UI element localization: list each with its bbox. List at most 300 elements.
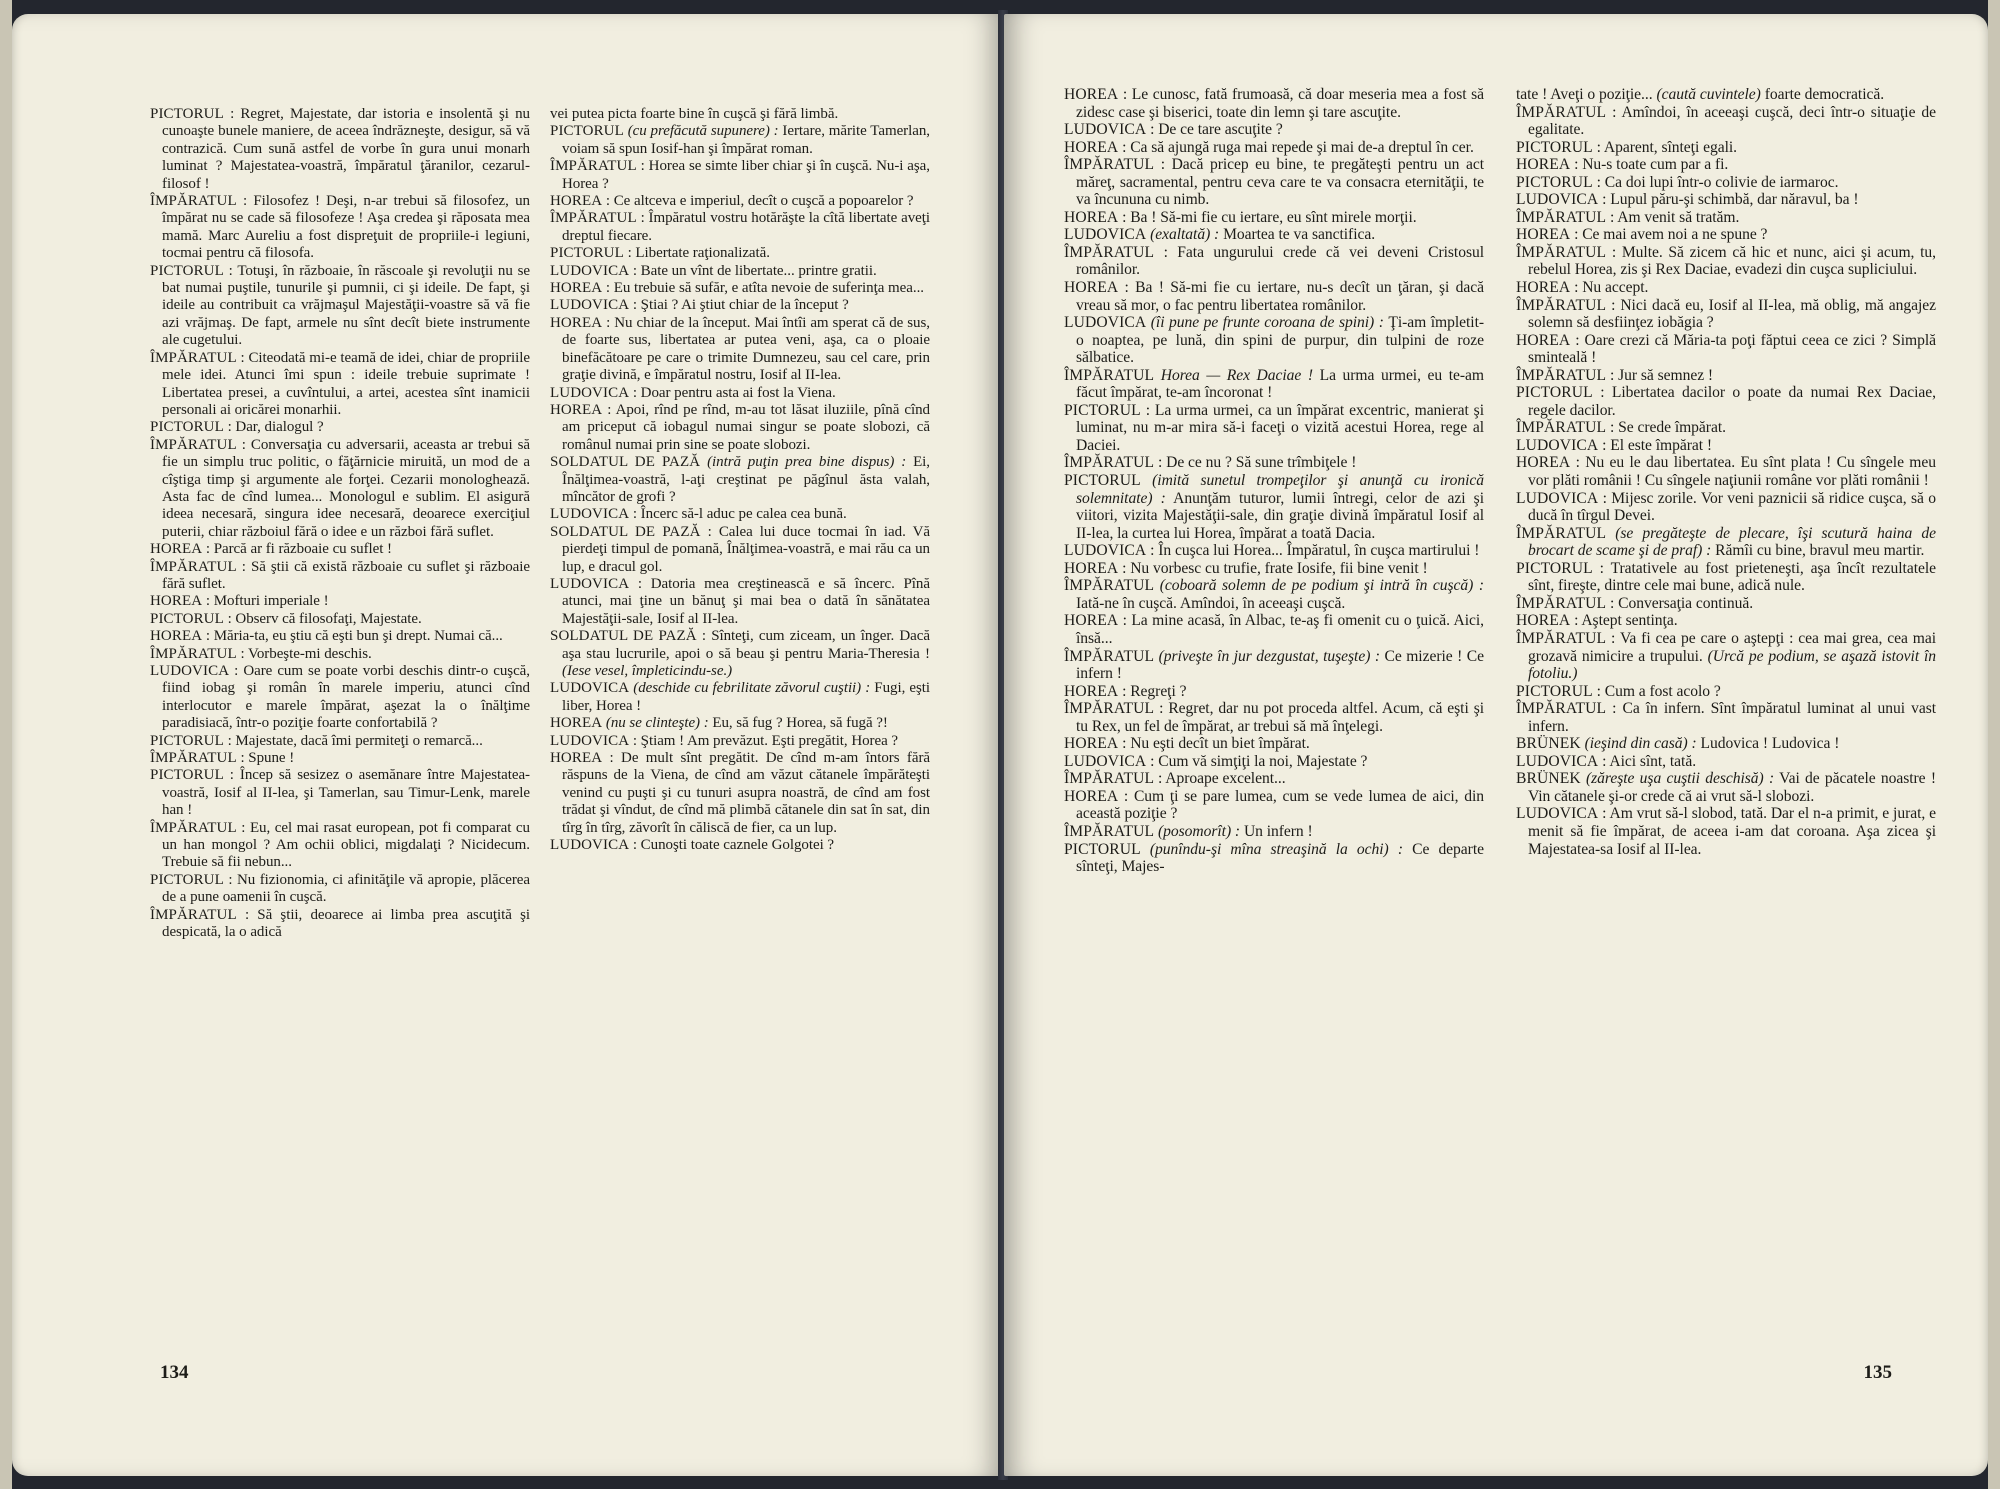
dialogue-line: LUDOVICA : Am vrut să-l slobod, tată. Dar el n-a primit, e jurat, e menit să fie împărat, de aceea i-am dat coroana. Aşa zicea şi Majestatea-sa Iosif al II-lea. (1516, 805, 1936, 858)
stage-direction: (Urcă pe podium, se aşază istovit în fotoliu.) (1528, 647, 1936, 683)
speaker-name: ÎMPĂRATUL (1064, 577, 1155, 595)
dialogue-text: Ce departe sînteţi, Majes- (1076, 840, 1484, 876)
dialogue-text: Spune ! (248, 750, 295, 767)
stage-direction: (îi pune pe frunte coroana de spini) : (1150, 314, 1384, 332)
dialogue-text: Se crede împărat. (1618, 419, 1726, 437)
dialogue-line: HOREA : Nu-s toate cum par a fi. (1516, 156, 1729, 174)
dialogue-line: HOREA : Cum ţi se pare lumea, cum se vede lumea de aici, din această poziţie ? (1064, 787, 1484, 823)
speaker-name: LUDOVICA (550, 297, 630, 314)
dialogue-text: Eu, să fug ? Horea, să fugă ?! (712, 715, 888, 732)
stage-direction: (posomorît) : (1158, 822, 1241, 840)
speaker-name: HOREA (1064, 86, 1119, 103)
dialogue-text: foarte democratică. (1764, 86, 1885, 103)
dialogue-line: PICTORUL : Cum a fost acolo ? (1516, 682, 1721, 700)
dialogue-line (1516, 525, 1936, 560)
dialogue-text: Bate un vînt de libertate... printre gratii. (640, 262, 877, 279)
dialogue-text: Să ştii, deoarece ai limba prea ascuţită şi despicată, la o adică (162, 906, 530, 941)
speaker-name: LUDOVICA (1064, 226, 1147, 244)
dialogue-line: HOREA : Regreţi ? (1064, 682, 1187, 700)
right-column-2 (1516, 86, 1936, 1336)
speaker-name: LUDOVICA (1064, 542, 1147, 560)
dialogue-line: LUDOVICA : Încerc să-l aduc pe calea cea bună. (550, 506, 847, 523)
dialogue-line: LUDOVICA : De ce tare ascuţite ? (1064, 121, 1283, 139)
dialogue-text: Am vrut să-l slobod, tată. Dar el n-a primit, e jurat, e menit să fie împărat, de aceea i-am dat coroana. Aşa zicea şi Majestatea-sa Iosif al II-lea. (1528, 805, 1936, 858)
dialogue-text: Libertatea dacilor o poate da numai Rex Daciae, regele dacilor. (1528, 384, 1936, 419)
speaker-name: PICTORUL (1064, 840, 1141, 858)
dialogue-line: PICTORUL : Libertate raţionalizată. (550, 245, 770, 262)
stage-direction: (se pregăteşte de plecare, îşi scutură haina de brocart de scame şi de praf) : (1528, 524, 1936, 560)
dialogue-line: LUDOVICA : Doar pentru asta ai fost la Viena. (550, 384, 836, 401)
dialogue-line: ÎMPĂRATUL : Aproape excelent... (1064, 770, 1286, 788)
stage-direction: (coboară solemn de pe podium şi intră în cuşcă) : (1159, 577, 1484, 595)
dialogue-line: HOREA : De mult sînt pregătit. De cînd m-am întors fără răspuns de la Viena, de cînd am văzut cătanele împărăteşti venind cu puşti şi cu tunuri asupra noastră, de cînd am fost trădat şi vîndut, de cînd mă plimbă cătanele din sat în sat, din tîrg în tîrg, zăvorît în căliscă de fier, ca un lup. (550, 750, 930, 836)
dialogue-line: LUDOVICA : Lupul păru-şi schimbă, dar năravul, ba ! (1516, 191, 1859, 209)
dialogue-line: HOREA : Oare crezi că Măria-ta poţi făptui ceea ce zici ? Simplă sminteală ! (1516, 331, 1936, 367)
dialogue-text: Eu, cel mai rasat european, pot fi comparat cu un han mongol ? Am ochii oblici, migdalaţi ? Nicidecum. Trebuie să fii nebun... (162, 819, 530, 871)
dialogue-line (550, 106, 930, 123)
dialogue-text: Dacă pricep eu bine, te pregăteşti pentru un act măreţ, sacramental, pentru ceva care te va consacra eternităţii, te va încununa cu nimb. (1076, 156, 1484, 209)
dialogue-line: LUDOVICA : Aici sînt, tată. (1516, 752, 1697, 770)
dialogue-text: Filosofez ! Deşi, n-ar trebui să filosofez, un împărat nu se cade să filosofeze ! Aşa credea şi răposata mea mamă. Marc Aureliu a fost dispreţuit de propriile-i legiuni, tocmai pentru că filosofa. (162, 193, 530, 262)
speaker-name: HOREA (1064, 279, 1119, 297)
dialogue-text: Nu eu le dau libertatea. Eu sînt plata ! Cu sîngele meu vor plăti românii ! Cu sîngele naţiunii române vor plăti românii ! (1528, 454, 1936, 490)
dialogue-text: Ba ! Să-mi fie cu iertare, eu sînt mirele morţii. (1130, 208, 1417, 226)
dialogue-text: De ce nu ? Să sune trîmbiţele ! (1166, 454, 1357, 472)
dialogue-line: LUDOVICA : Oare cum se poate vorbi deschis dintr-o cuşcă, fiind iobag şi român în marele imperiu, atunci cînd interlocutor e marele împărat, aşezat la o înălţime paradisiacă, într-o poziţie foarte confortabilă ? (150, 663, 530, 732)
speaker-name: ÎMPĂRATUL (150, 436, 237, 453)
speaker-name: HOREA (150, 628, 203, 645)
dialogue-text: Ca în infern. Sînt împăratul luminat al unui vast infern. (1528, 700, 1936, 735)
speaker-name: ÎMPĂRATUL (1064, 454, 1155, 472)
stage-direction: (deschide cu febrilitate zăvorul cuştii) : (633, 680, 871, 697)
dialogue-line: ÎMPĂRATUL : Se crede împărat. (1516, 419, 1726, 437)
speaker-name: ÎMPĂRATUL (1516, 629, 1607, 647)
dialogue-line: ÎMPĂRATUL : Va fi cea pe care o aştepţi : cea mai grea, cea mai grozavă nimicire a trupului. (Urcă pe podium, se aşază istovit în fotoliu.) (1516, 629, 1936, 683)
speaker-name: ÎMPĂRATUL (1516, 700, 1607, 718)
dialogue-line: HOREA : Nu eu le dau libertatea. Eu sînt plata ! Cu sîngele meu vor plăti românii ! Cu sîngele naţiunii române vor plăti românii ! (1516, 454, 1936, 490)
stage-direction: Horea — Rex Daciae ! (1160, 366, 1314, 384)
speaker-name: ÎMPĂRATUL (150, 645, 237, 662)
dialogue-line: PICTORUL : Totuşi, în războaie, în răscoale şi revoluţii nu se bat numai puştile, tunurile şi pumnii, ci şi ideile. De fapt, şi ideile au contribuit ca vrăjmaşul Majestăţii-voastre să vă fie azi vrăjmaş. De fapt, armele nu sînt decît biete instrumente ale cugetului. (150, 262, 530, 349)
speaker-name: HOREA (550, 193, 603, 210)
dialogue-line: HOREA : Măria-ta, eu ştiu că eşti bun şi drept. Numai că... (150, 628, 503, 645)
dialogue-text: Oare crezi că Măria-ta poţi făptui ceea ce zici ? Simplă sminteală ! (1528, 331, 1936, 367)
dialogue-text: Tratativele au fost prieteneşti, aşa încît rezultatele sînt, fireşte, dintre cele mai bune, adică nule. (1528, 559, 1936, 595)
speaker-name: LUDOVICA (1516, 489, 1599, 507)
speaker-name: SOLDATUL DE PAZĂ (550, 628, 697, 645)
dialogue-line: SOLDATUL DE PAZĂ : Sînteţi, cum ziceam, un înger. Dacă aşa stau lucrurile, apoi o să beau şi pentru Maria-Theresia ! (Iese vesel, împleticindu-se.) (550, 628, 930, 679)
speaker-name: PICTORUL (150, 767, 224, 784)
speaker-name: PICTORUL (1064, 401, 1141, 419)
dialogue-text: Doar pentru asta ai fost la Viena. (640, 384, 836, 401)
dialogue-line: LUDOVICA : Mijesc zorile. Vor veni paznicii să ridice cuşca, să o ducă în tîrgul Devei. (1516, 489, 1936, 525)
speaker-name: SOLDATUL DE PAZĂ (550, 454, 701, 471)
dialogue-line (1064, 577, 1484, 612)
dialogue-line: HOREA : Ba ! Să-mi fie cu iertare, nu-s decît un ţăran, şi dacă vreau să mor, o fac pentru libertatea românilor. (1064, 279, 1484, 314)
dialogue-line (1064, 472, 1484, 542)
dialogue-line (1516, 770, 1936, 805)
dialogue-line: LUDOVICA : Cunoşti toate caznele Golgotei ? (550, 837, 835, 854)
dialogue-line (1064, 841, 1484, 876)
speaker-name: ÎMPĂRATUL (150, 906, 237, 923)
speaker-name: PICTORUL (1516, 173, 1593, 191)
dialogue-text: Am venit să tratăm. (1617, 208, 1740, 226)
speaker-name: HOREA (550, 314, 603, 331)
dialogue-text: Cum ţi se pare lumea, cum se vede lumea de aici, din această poziţie ? (1076, 787, 1484, 823)
dialogue-line: ÎMPĂRATUL : Să ştii, deoarece ai limba prea ascuţită şi despicată, la o adică (150, 906, 530, 941)
dialogue-line (550, 715, 930, 732)
dialogue-text: Aştept sentinţa. (1581, 612, 1678, 630)
dialogue-text: De ce tare ascuţite ? (1158, 121, 1283, 139)
dialogue-text: Calea lui duce tocmai în iad. Vă pierdeţi timpul de pomană, Înălţimea-voastră, e mai rău ca un lup, e dracul gol. (562, 523, 930, 575)
speaker-name: HOREA (1516, 226, 1571, 244)
dialogue-text: Amîndoi, în aceeaşi cuşcă, deci într-o situaţie de egalitate. (1528, 103, 1936, 139)
speaker-name: PICTORUL (150, 871, 224, 888)
speaker-name: ÎMPĂRATUL (1516, 296, 1607, 314)
dialogue-text: Rămîi cu bine, bravul meu martir. (1715, 542, 1925, 560)
dialogue-line: PICTORUL : Nu fizionomia, ci afinităţile vă apropie, plăcerea de a pune oamenii în cuşcă. (150, 871, 530, 906)
dialogue-text: Încep să sesizez o asemănare între Majestatea-voastră, Iosif al II-lea, şi Tamerlan, sau Timur-Lenk, marele han ! (162, 767, 530, 819)
dialogue-line: LUDOVICA : Ştiai ? Ai ştiut chiar de la început ? (550, 297, 849, 314)
dialogue-text: Lupul păru-şi schimbă, dar năravul, ba ! (1610, 191, 1859, 209)
dialogue-text: Aproape excelent... (1165, 770, 1286, 788)
speaker-name: LUDOVICA (550, 506, 630, 523)
dialogue-line: ÎMPĂRATUL : Dacă pricep eu bine, te pregăteşti pentru un act măreţ, sacramental, pentru ceva care te va consacra eternităţii, te va încununa cu nimb. (1064, 156, 1484, 209)
dialogue-text: Ludovica ! Ludovica ! (1700, 735, 1840, 753)
dialogue-text: Observ că filosofaţi, Majestate. (235, 610, 422, 627)
speaker-name: HOREA (1516, 279, 1571, 297)
dialogue-text: Împăratul vostru hotărăşte la cîtă libertate aveţi dreptul fiecare. (562, 210, 930, 244)
speaker-name: ÎMPĂRATUL (1064, 366, 1155, 384)
dialogue-line: ÎMPĂRATUL : Multe. Să zicem că hic et nunc, aici şi acum, tu, rebelul Horea, zis şi Rex Daciae, evadezi din cuşca supliciului. (1516, 243, 1936, 279)
dialogue-line: HOREA : Ce altceva e imperiul, decît o cuşcă a popoarelor ? (550, 193, 914, 210)
dialogue-text: Vorbeşte-mi deschis. (248, 645, 372, 662)
dialogue-text: Ce altceva e imperiul, decît o cuşcă a popoarelor ? (613, 193, 914, 210)
dialogue-text: Regret, dar nu pot proceda altfel. Acum, că eşti şi tu Rex, un fel de împărat, ar trebui să mă înţelegi. (1076, 700, 1484, 735)
dialogue-line: ÎMPĂRATUL : Amîndoi, în aceeaşi cuşcă, deci într-o situaţie de egalitate. (1516, 103, 1936, 139)
dialogue-text: Conversaţia continuă. (1618, 594, 1754, 612)
dialogue-line: ÎMPĂRATUL : Regret, dar nu pot proceda altfel. Acum, că eşti şi tu Rex, un fel de împărat, ar trebui să mă înţelegi. (1064, 700, 1484, 735)
dialogue-line: ÎMPĂRATUL : Împăratul vostru hotărăşte la cîtă libertate aveţi dreptul fiecare. (550, 210, 930, 244)
dialogue-text: Încerc să-l aduc pe calea cea bună. (640, 506, 847, 523)
dialogue-text: Să ştii că există războaie cu suflet şi războaie fără suflet. (162, 558, 530, 592)
dialogue-line: PICTORUL : Observ că filosofaţi, Majestate. (150, 610, 422, 627)
dialogue-line: HOREA : La mine acasă, în Albac, te-aş fi omenit cu o ţuică. Aici, însă... (1064, 612, 1484, 647)
dialogue-line: HOREA : Nu eşti decît un biet împărat. (1064, 735, 1310, 753)
speaker-name: PICTORUL (1064, 472, 1141, 490)
dialogue-line: PICTORUL : Majestate, dacă îmi permiteţi o remarcă... (150, 732, 483, 749)
dialogue-line: LUDOVICA : Ştiam ! Am prevăzut. Eşti pregătit, Horea ? (550, 732, 899, 749)
dialogue-text: Horea se simte liber chiar şi în cuşcă. Nu-i aşa, Horea ? (562, 158, 930, 192)
speaker-name: LUDOVICA (1516, 752, 1599, 770)
left-column-1 (150, 106, 530, 1336)
dialogue-line (1064, 823, 1484, 841)
dialogue-line: HOREA : Eu trebuie să sufăr, e atîta nevoie de suferinţa mea... (550, 280, 924, 297)
dialogue-line (550, 123, 930, 158)
stage-direction: (ieşind din casă) : (1584, 735, 1697, 753)
dialogue-line: PICTORUL : Ca doi lupi într-o colivie de iarmaroc. (1516, 173, 1839, 191)
dialogue-line: ÎMPĂRATUL : Vorbeşte-mi deschis. (150, 645, 372, 662)
dialogue-text: Nu accept. (1582, 279, 1649, 297)
speaker-name: HOREA (150, 541, 203, 558)
stage-direction: (punîndu-şi mîna streaşină la ochi) : (1149, 840, 1403, 858)
dialogue-text: Dar, dialogul ? (235, 419, 324, 436)
speaker-name: LUDOVICA (1516, 805, 1599, 823)
stage-direction: (imită sunetul trompeţilor şi anunţă cu ironică solemnitate) : (1076, 472, 1484, 507)
speaker-name: LUDOVICA (550, 575, 630, 592)
dialogue-line: ÎMPĂRATUL : Spune ! (150, 750, 295, 767)
dialogue-text: Măria-ta, eu ştiu că eşti bun şi drept. Numai că... (213, 628, 503, 645)
dialogue-line: HOREA : Mofturi imperiale ! (150, 593, 329, 610)
speaker-name: HOREA (150, 593, 203, 610)
dialogue-text: Jur să semnez ! (1618, 366, 1714, 384)
right-column-1 (1064, 86, 1484, 1336)
dialogue-text: Ca să ajungă ruga mai repede şi mai de-a dreptul în cer. (1130, 138, 1474, 156)
speaker-name: HOREA (1064, 612, 1119, 630)
speaker-name: ÎMPĂRATUL (1516, 594, 1607, 612)
dialogue-text: Ca doi lupi într-o colivie de iarmaroc. (1604, 173, 1839, 191)
speaker-name: LUDOVICA (550, 384, 630, 401)
speaker-name: ÎMPĂRATUL (1064, 770, 1155, 788)
dialogue-text: Fata ungurului crede că vei deveni Cristosul românilor. (1076, 243, 1484, 279)
dialogue-line: LUDOVICA : Bate un vînt de libertate... printre gratii. (550, 262, 877, 279)
dialogue-line: LUDOVICA : Cum vă simţiţi la noi, Majestate ? (1064, 752, 1368, 770)
dialogue-line: ÎMPĂRATUL : Jur să semnez ! (1516, 366, 1714, 384)
dialogue-text: În cuşca lui Horea... Împăratul, în cuşca martirului ! (1158, 542, 1480, 560)
dialogue-line: HOREA : Apoi, rînd pe rînd, m-au tot lăsat iluziile, pînă cînd am priceput că iobagul numai singur se poate slobozi, că românul numai prin sine se poate slobozi. (550, 401, 930, 453)
speaker-name: ÎMPĂRATUL (550, 210, 637, 227)
dialogue-text: Ei, Înălţimea-voastră, l-aţi creştinat pe păgînul ăsta valah, mîncător de grofi ? (562, 454, 930, 505)
speaker-name: PICTORUL (150, 262, 224, 279)
speaker-name: ÎMPĂRATUL (1064, 243, 1155, 261)
speaker-name: PICTORUL (150, 419, 224, 436)
speaker-name: PICTORUL (1516, 384, 1593, 402)
speaker-name: ÎMPĂRATUL (1516, 208, 1607, 226)
speaker-name: ÎMPĂRATUL (550, 158, 637, 175)
speaker-name: LUDOVICA (550, 262, 630, 279)
dialogue-line: HOREA : Nu vorbesc cu trufie, frate Iosife, fii bine venit ! (1064, 559, 1428, 577)
speaker-name: HOREA (550, 280, 603, 297)
dialogue-line: HOREA : Ca să ajungă ruga mai repede şi mai de-a dreptul în cer. (1064, 138, 1474, 156)
dialogue-line: ÎMPĂRATUL : Să ştii că există războaie cu suflet şi războaie fără suflet. (150, 558, 530, 592)
dialogue-text: Anunţăm tuturor, lumii întregi, celor de azi şi viitori, vizita Majestăţii-sale, din graţie divină împăratul Iosif al II-lea, la curtea lui Horea, împărat a toată Dacia. (1076, 489, 1484, 542)
dialogue-text: La urma urmei, ca un împărat excentric, manierat şi luminat, nu m-ar mira să-i faceţi o vizită acestui Horea, rege al Daciei. (1076, 401, 1484, 454)
dialogue-text: Fugi, eşti liber, Horea ! (562, 680, 930, 714)
dialogue-text: Aici sînt, tată. (1609, 752, 1697, 770)
speaker-name: PICTORUL (1516, 559, 1593, 577)
dialogue-text: Ce mai avem noi a ne spune ? (1582, 226, 1768, 244)
dialogue-line (550, 454, 930, 506)
speaker-name: BRÜNEK (1516, 770, 1581, 788)
dialogue-text: El este împărat ! (1610, 436, 1712, 454)
dialogue-text: Mofturi imperiale ! (213, 593, 329, 610)
right-page-columns (1064, 86, 1936, 1336)
speaker-name: ÎMPĂRATUL (150, 558, 237, 575)
dialogue-text: tate ! Aveţi o poziţie... (1516, 86, 1653, 103)
dialogue-text: Multe. Să zicem că hic et nunc, aici şi acum, tu, rebelul Horea, zis şi Rex Daciae, evadezi din cuşca supliciului. (1528, 243, 1936, 279)
dialogue-line: HOREA : Aştept sentinţa. (1516, 612, 1678, 630)
speaker-name: HOREA (1064, 735, 1119, 753)
dialogue-text: Ştiam ! Am prevăzut. Eşti pregătit, Horea ? (640, 732, 899, 749)
page-number-right: 135 (1863, 1362, 1892, 1383)
speaker-name: PICTORUL (550, 245, 624, 262)
dialogue-line: PICTORUL : Libertatea dacilor o poate da numai Rex Daciae, regele dacilor. (1516, 384, 1936, 419)
stage-direction: (Iese vesel, împleticindu-se.) (562, 663, 733, 679)
dialogue-text: Ce mizerie ! Ce infern ! (1076, 647, 1484, 683)
dialogue-line: PICTORUL : Aparent, sînteţi egali. (1516, 138, 1737, 156)
speaker-name: ÎMPĂRATUL (1516, 419, 1607, 437)
dialogue-text: Apoi, rînd pe rînd, m-au tot lăsat iluziile, pînă cînd am priceput că iobagul numai singur se poate slobozi, că românul numai prin sine se poate slobozi. (562, 401, 930, 453)
speaker-name: PICTORUL (1516, 682, 1593, 700)
speaker-name: ÎMPĂRATUL (1516, 103, 1607, 121)
dialogue-line (1516, 86, 1936, 104)
speaker-name: BRÜNEK (1516, 735, 1581, 753)
speaker-name: HOREA (1064, 208, 1119, 226)
dialogue-line: ÎMPĂRATUL : Conversaţia continuă. (1516, 594, 1754, 612)
speaker-name: LUDOVICA (550, 732, 630, 749)
dialogue-text: Nici dacă eu, Iosif al II-lea, mă oblig, mă angajez solemn să desfiinţez iobăgia ? (1528, 296, 1936, 332)
dialogue-line: ÎMPĂRATUL : Conversaţia cu adversarii, aceasta ar trebui să fie un simplu truc politic, o făţărnicie miruită, un mod de a cîştiga timp şi argumente ale forţei. Cezarii monologhează. Asta fac de cînd lumea... Monologul e sublim. El asigură ideea necesară, singura idee necesară, deoarece exerciţiul puterii, chiar războiul fără o idee e un război fără suflet. (150, 436, 530, 540)
dialogue-line: PICTORUL : La urma urmei, ca un împărat excentric, manierat şi luminat, nu m-ar mira să-i faceţi o vizită acestui Horea, rege al Daciei. (1064, 401, 1484, 454)
dialogue-line: ÎMPĂRATUL : Horea se simte liber chiar şi în cuşcă. Nu-i aşa, Horea ? (550, 158, 930, 192)
dialogue-text: Iertare, mărite Tamerlan, voiam să spun Iosif-han şi împărat roman. (562, 123, 930, 157)
scan-edge-right (1988, 0, 2000, 1489)
dialogue-line (1064, 367, 1484, 402)
speaker-name: HOREA (1516, 331, 1571, 349)
dialogue-text: Va fi cea pe care o aştepţi : cea mai grea, cea mai grozavă nimicire a trupului. (1528, 629, 1936, 665)
speaker-name: LUDOVICA (1064, 314, 1147, 332)
left-page (12, 14, 1002, 1476)
stage-direction: (priveşte în jur dezgustat, tuşeşte) : (1158, 647, 1380, 665)
left-page-columns (150, 106, 930, 1336)
dialogue-text: Moartea te va sanctifica. (1223, 226, 1376, 244)
stage-direction: (caută cuvintele) (1656, 86, 1761, 103)
dialogue-text: Cunoşti toate caznele Golgotei ? (640, 837, 835, 854)
left-column-2 (550, 106, 930, 1336)
speaker-name: PICTORUL (150, 732, 224, 749)
dialogue-line: HOREA : Le cunosc, fată frumoasă, că doar meseria mea a fost să zidesc case şi biserici, toate din lemn şi tare ascuţite. (1064, 86, 1484, 121)
dialogue-line (1064, 314, 1484, 367)
speaker-name: ÎMPĂRATUL (1064, 647, 1155, 665)
dialogue-text: Libertate raţionalizată. (635, 245, 770, 262)
speaker-name: LUDOVICA (550, 680, 630, 697)
dialogue-text: Vai de păcatele noastre ! Vin cătanele şi-or crede că ai vrut să-l slobozi. (1528, 770, 1936, 805)
dialogue-text: Citeodată mi-e teamă de idei, chiar de propriile mele idei. Atunci îmi spun : ideile trebuie suprimate ! Libertatea presei, a cuvîntului, a artei, acestea sînt inamicii personali ai oricărei monarhii. (162, 349, 530, 418)
speaker-name: SOLDATUL DE PAZĂ (550, 523, 701, 540)
dialogue-line: PICTORUL : Regret, Majestate, dar istoria e insolentă şi nu cunoaşte bunele maniere, de aceea îndrăzneşte, desigur, să vă contrazică. Cum sună astfel de vorbe în gura unui monarh luminat ? Majestatea-voastră, împăratul ţăranilor, cezarul-filosof ! (150, 106, 530, 192)
dialogue-line: ÎMPĂRATUL : Filosofez ! Deşi, n-ar trebui să filosofez, un împărat nu se cade să filosofeze ! Aşa credea şi răposata mea mamă. Marc Aureliu a fost dispreţuit de propriile-i legiuni, tocmai pentru că filosofa. (150, 193, 530, 262)
speaker-name: LUDOVICA (1064, 752, 1147, 770)
dialogue-line (1064, 226, 1484, 244)
dialogue-text: Nu fizionomia, ci afinităţile vă apropie, plăcerea de a pune oamenii în cuşcă. (162, 871, 530, 906)
dialogue-text: Iată-ne în cuşcă. Amîndoi, în aceeaşi cuşcă. (1076, 594, 1346, 612)
dialogue-line: ÎMPĂRATUL : Citeodată mi-e teamă de idei, chiar de propriile mele idei. Atunci îmi spun : ideile trebuie suprimate ! Libertatea presei, a cuvîntului, a artei, acestea sînt inamicii personali ai oricărei monarhii. (150, 349, 530, 418)
dialogue-text: Oare cum se poate vorbi deschis dintr-o cuşcă, fiind iobag şi român în marele imperiu, atunci cînd interlocutor e marele împărat, aşezat la o înălţime paradisiacă, într-o poziţie foarte confortabilă ? (162, 663, 530, 732)
dialogue-line (1064, 648, 1484, 683)
dialogue-text: Sînteţi, cum ziceam, un înger. Dacă aşa stau lucrurile, apoi o să beau şi pentru Maria-Theresia ! (562, 628, 930, 662)
dialogue-text: De mult sînt pregătit. De cînd m-am întors fără răspuns de la Viena, de cînd am văzut cătanele împărăteşti venind cu puşti şi cu tunuri asupra noastră, de cînd am fost trădat şi vîndut, de cînd mă plimbă cătanele din sat în sat, din tîrg în tîrg, zăvorît în căliscă de fier, ca un lup. (562, 750, 930, 836)
page-number-left: 134 (160, 1362, 189, 1383)
dialogue-text: Majestate, dacă îmi permiteţi o remarcă... (235, 732, 483, 749)
stage-direction: (zăreşte uşa cuştii deschisă) : (1586, 770, 1775, 788)
dialogue-text: Mijesc zorile. Vor veni paznicii să ridice cuşca, să o ducă în tîrgul Devei. (1528, 489, 1936, 525)
speaker-name: PICTORUL (150, 610, 224, 627)
dialogue-text: Cum a fost acolo ? (1604, 682, 1721, 700)
speaker-name: LUDOVICA (1064, 121, 1147, 139)
speaker-name: HOREA (1516, 454, 1571, 472)
dialogue-line: LUDOVICA : El este împărat ! (1516, 436, 1712, 454)
scan-edge-left (0, 0, 12, 1489)
dialogue-text: Totuşi, în războaie, în răscoale şi revoluţii nu se bat numai puştile, tunurile şi pumnii, ci şi ideile. De fapt, şi ideile au contribuit ca vrăjmaşul Majestăţii-voastre să vă fie azi vrăjmaş. De fapt, armele nu sînt decît biete instrumente ale cugetului. (162, 262, 530, 349)
speaker-name: ÎMPĂRATUL (1516, 524, 1607, 542)
dialogue-line: ÎMPĂRATUL : Fata ungurului crede că vei deveni Cristosul românilor. (1064, 243, 1484, 279)
speaker-name: LUDOVICA (150, 663, 230, 679)
speaker-name: HOREA (1064, 138, 1119, 156)
stage-direction: (nu se clinteşte) : (605, 715, 709, 732)
speaker-name: ÎMPĂRATUL (1064, 156, 1155, 174)
dialogue-text: Parcă ar fi războaie cu suflet ! (213, 541, 393, 558)
dialogue-text: Cum vă simţiţi la noi, Majestate ? (1158, 752, 1368, 770)
speaker-name: HOREA (1064, 787, 1119, 805)
dialogue-text: Un infern ! (1243, 822, 1313, 840)
dialogue-text: Regreţi ? (1130, 682, 1187, 700)
right-page (1004, 14, 1988, 1476)
dialogue-text: Le cunosc, fată frumoasă, că doar meseria mea a fost să zidesc case şi biserici, toate din lemn şi tare ascuţite. (1076, 86, 1484, 121)
dialogue-text: Nu eşti decît un biet împărat. (1130, 735, 1310, 753)
speaker-name: ÎMPĂRATUL (150, 750, 237, 767)
dialogue-line: LUDOVICA : Datoria mea creştinească e să încerc. Pînă atunci, mai ţine un bănuţ şi mai bea o dată în sănătatea Majestăţii-sale, Iosif al II-lea. (550, 575, 930, 627)
speaker-name: PICTORUL (150, 106, 224, 122)
dialogue-line: HOREA : Ce mai avem noi a ne spune ? (1516, 226, 1768, 244)
dialogue-line: PICTORUL : Tratativele au fost prieteneşti, aşa încît rezultatele sînt, fireşte, dintre cele mai bune, adică nule. (1516, 559, 1936, 595)
stage-direction: (intră puţin prea bine dispus) : (707, 454, 907, 471)
stage-direction: (exaltată) : (1150, 226, 1220, 244)
dialogue-line: ÎMPĂRATUL : Ca în infern. Sînt împăratul luminat al unui vast infern. (1516, 700, 1936, 735)
speaker-name: HOREA (550, 750, 603, 767)
dialogue-line: ÎMPĂRATUL : De ce nu ? Să sune trîmbiţele ! (1064, 454, 1357, 472)
speaker-name: ÎMPĂRATUL (150, 819, 237, 836)
dialogue-line: PICTORUL : Dar, dialogul ? (150, 419, 324, 436)
speaker-name: ÎMPĂRATUL (1064, 700, 1155, 718)
dialogue-text: Aparent, sînteţi egali. (1603, 138, 1737, 156)
speaker-name: ÎMPĂRATUL (1516, 243, 1607, 261)
stage-direction: (cu prefăcută supunere) : (627, 123, 779, 140)
dialogue-line: ÎMPĂRATUL : Eu, cel mai rasat european, pot fi comparat cu un han mongol ? Am ochii oblici, migdalaţi ? Nicidecum. Trebuie să fii nebun... (150, 819, 530, 871)
speaker-name: LUDOVICA (1516, 436, 1599, 454)
dialogue-text: Ţi-am împletit-o noaptea, pe lună, din spini de purpur, din tulpini de roze sălbatice. (1076, 314, 1484, 367)
dialogue-text: Ştiai ? Ai ştiut chiar de la început ? (640, 297, 849, 314)
dialogue-text: Nu chiar de la început. Mai întîi am sperat că de sus, de foarte sus, libertatea ar putea veni, aşa, ca o ploaie binefăcătoare pe care o trimite Dumnezeu, sau cel care, prin graţie divină, e împăratul nostru, Iosif al II-lea. (562, 314, 930, 384)
speaker-name: HOREA (1064, 682, 1119, 700)
dialogue-line: HOREA : Parcă ar fi războaie cu suflet ! (150, 541, 393, 558)
speaker-name: ÎMPĂRATUL (150, 193, 237, 210)
dialogue-line: ÎMPĂRATUL : Am venit să tratăm. (1516, 208, 1740, 226)
speaker-name: ÎMPĂRATUL (150, 349, 237, 366)
dialogue-line: HOREA : Nu accept. (1516, 279, 1649, 297)
dialogue-line: PICTORUL : Încep să sesizez o asemănare între Majestatea-voastră, Iosif al II-lea, şi Tamerlan, sau Timur-Lenk, marele han ! (150, 767, 530, 819)
dialogue-text: Conversaţia cu adversarii, aceasta ar trebui să fie un simplu truc politic, o făţărnicie miruită, un mod de a cîştiga timp şi argumente ale forţei. Cezarii monologhează. Asta fac de cînd lumea... Monologul e sublim. El asigură ideea necesară, singura idee necesară, deoarece exerciţiul puterii, chiar războiul fără o idee e un război fără suflet. (162, 436, 530, 540)
speaker-name: ÎMPĂRATUL (1516, 366, 1607, 384)
dialogue-text: Ba ! Să-mi fie cu iertare, nu-s decît un ţăran, şi dacă vreau să mor, o fac pentru libertatea românilor. (1076, 279, 1484, 314)
dialogue-line (550, 680, 930, 715)
dialogue-text: Datoria mea creştinească e să încerc. Pînă atunci, mai ţine un bănuţ şi mai bea o dată în sănătatea Majestăţii-sale, Iosif al II-lea. (562, 575, 930, 627)
dialogue-text: Regret, Majestate, dar istoria e insolentă şi nu cunoaşte bunele maniere, de aceea îndrăzneşte, desigur, să vă contrazică. Cum sună astfel de vorbe în gura unui monarh luminat ? Majestatea-voastră, împăratul ţăranilor, cezarul-filosof ! (162, 106, 530, 192)
dialogue-text: Eu trebuie să sufăr, e atîta nevoie de suferinţa mea... (613, 280, 924, 297)
dialogue-text: La mine acasă, în Albac, te-aş fi omenit cu o ţuică. Aici, însă... (1076, 612, 1484, 647)
speaker-name: LUDOVICA (550, 837, 630, 854)
speaker-name: HOREA (1516, 612, 1571, 630)
dialogue-line (1516, 735, 1936, 753)
